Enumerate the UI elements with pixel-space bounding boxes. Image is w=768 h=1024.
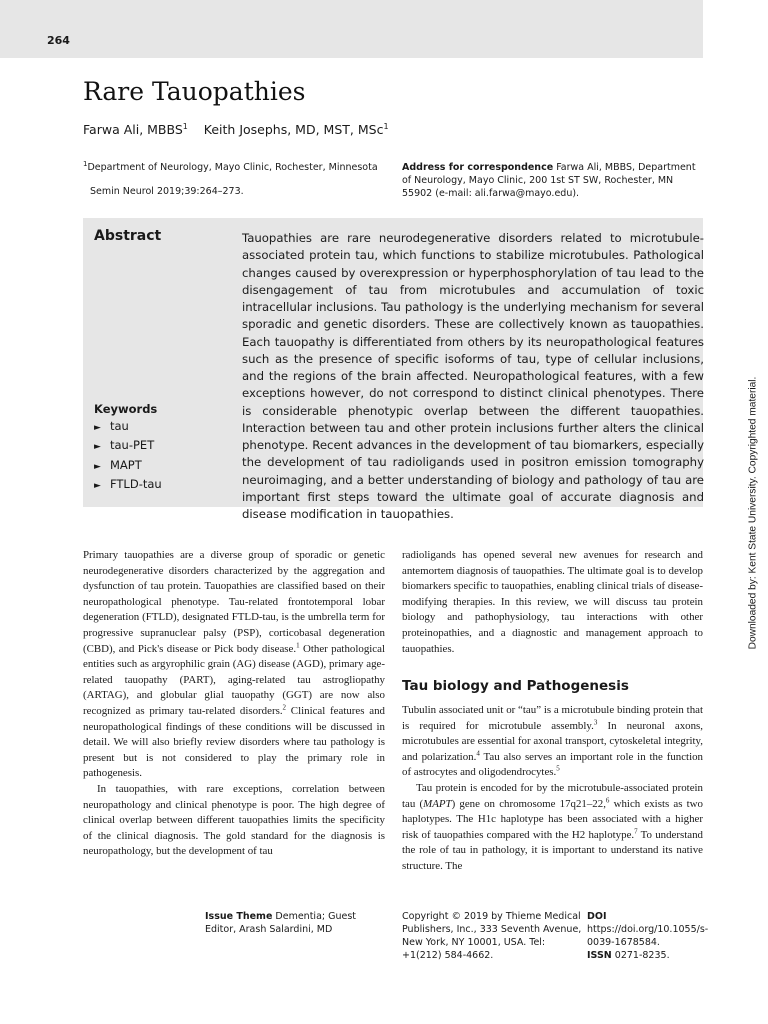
citation-mark: 2 [282, 703, 287, 712]
issue-theme-text: Dementia; Guest Editor, Arash Salardini, MD [205, 911, 357, 935]
abstract-text: Tauopathies are rare neurodegenerative disorders related to microtubule-associated protein tau, which functions to stabilize microtubules. Pathological changes caused by overexpression or hyperphosphorylation of tau lead to the disengagement of tau from microtubules and accumulation of toxic intracellular inclusions. Tau pathology is the underlying mechanism for several sporadic and genetic disorders. These are collectively known as tauopathies. Each tauopathy is differentiated from others by its neuropathological features such as the presence of specific isoforms of tau, type of cellular inclusions, and the regions of the brain affected. Neuropathological features, with a few exceptions however, do not correspond to distinct clinical phenotypes. There is considerable phenotypic overlap between the different tauopathies. Interaction between tau and other protein inclusions further alters the clinical phenotype. Recent advances in the development of tau biomarkers, especially the development of tau radioligands used in positron emission tomography neuroimaging, and a better understanding of biology and pathology of tau are important first steps toward the ultimate goal of accurate diagnosis and disease modification in tauopathies. [242, 231, 704, 521]
correspondence-text: Farwa Ali, MBBS, Department of Neurology, Mayo Clinic, 200 1st ST SW, Rochester, MN 55902 (e-mail: ali.farwa@mayo.edu). [402, 162, 696, 199]
keyword-text: MAPT [110, 457, 142, 472]
article-title: Rare Tauopathies [83, 77, 306, 106]
section-heading: Tau biology and Pathogenesis [402, 678, 629, 694]
correspondence [402, 161, 702, 200]
body-paragraph: In tauopathies, with rare exceptions, correlation between neuropathology and clinical phenotype is poor. The high degree of clinical overlap between different tauopathies limits the specificity of the clinical diagnosis. The gold standard for the diagnosis is neuropathology, but the development of tau [83, 782, 385, 858]
body-paragraph: Tau protein is encoded for by the microtubule-associated protein tau (MAPT) gene on chromosome 17q21–22,$^6$ which exists as two haplotypes. The H1c haplotype has been associated with a higher risk of tauopathies compared with the H2 haplotype.$^7$ To understand the role of tau in pathology, it is important to understand its native structure. The [402, 781, 703, 872]
keyword-text: tau-PET [110, 438, 155, 453]
author-affiliation-mark: 1 [383, 122, 389, 131]
issn-label: ISSN [587, 950, 612, 961]
doi-link[interactable]: https://doi.org/10.1055/s-0039-1678584. [587, 924, 709, 948]
keyword-item [94, 457, 162, 476]
author-affiliation-mark: 1 [182, 122, 188, 131]
affiliation [83, 158, 383, 174]
citation-mark: 3 [593, 717, 598, 726]
body-column-right-bottom [402, 703, 703, 875]
body-paragraph: Tubulin associated unit or “tau” is a microtubule binding protein that is required for microtubule assembly.$^3$ In neuronal axons, microtubules are essential for axonal transport, cytoskeletal integrity, and polarization.$^4$ Tau also serves an important role in the function of astrocytes and oligodendrocytes.$^5$ [402, 704, 703, 779]
keyword-text: FTLD-tau [110, 476, 162, 491]
correspondence-label: Address for correspondence [402, 162, 554, 173]
page-number: 264 [47, 34, 70, 47]
journal-citation: Semin Neurol 2019;39:264–273. [90, 186, 244, 197]
keyword-item [94, 437, 162, 456]
keyword-item [94, 418, 162, 437]
keywords-heading: Keywords [94, 402, 158, 416]
gene-name: MAPT [423, 797, 452, 810]
issue-theme [205, 910, 390, 936]
issn-value: 0271-8235. [614, 950, 670, 961]
copyright-notice: Copyright © 2019 by Thieme Medical Publishers, Inc., 333 Seventh Avenue, New York, NY 10001, USA. Tel: +1(212) 584-4662. [402, 911, 582, 961]
affiliation-mark: 1 [83, 160, 88, 168]
doi-issn-block [587, 910, 717, 962]
author-name: Farwa Ali, MBBS [83, 122, 183, 138]
bullet-arrow-icon: ► [94, 461, 101, 472]
keywords-list [94, 418, 162, 495]
citation-mark: 1 [296, 640, 300, 649]
bullet-arrow-icon: ► [94, 480, 101, 491]
body-column-left [83, 548, 385, 860]
keyword-text: tau [110, 419, 129, 433]
abstract-heading: Abstract [94, 228, 162, 244]
keyword-item [94, 476, 162, 495]
doi-label: DOI [587, 911, 607, 922]
body-paragraph: radioligands has opened several new avenues for research and antemortem diagnosis of tauopathies. The ultimate goal is to develop biomarkers specific to tauopathies, enabling clinical trials of disease-modifying therapies. In this review, we will discuss tau protein biology and pathophysiology, tau interactions with other proteinopathies, and a diagnostic and management approach to tauopathies. [402, 549, 703, 655]
header-band [0, 0, 703, 58]
citation-mark: 5 [556, 764, 560, 773]
citation-mark: 6 [605, 795, 610, 804]
body-paragraph: Primary tauopathies are a diverse group of sporadic or genetic neurodegenerative disorders characterized by the aggregation and dysfunction of tau protein. Tauopathies are classified based on their neuropathological phenotype. Tau-related frontotemporal lobar degeneration (FTLD), designated FTLD-tau, is the umbrella term for progressive supranuclear palsy (PSP), corticobasal degeneration (CBD), and Pick's disease or Pick body disease.$^1$ Other pathological entities such as argyrophilic grain (AG) disease (AGD), primary age-related tauopathy (PART), aging-related tau astrogliopathy (ARTAG), and globular glial tauopathy (GGT) are now also recognized as primary tau-related disorders.$^2$ Clinical features and neuropathological findings of these conditions will be discussed in detail. We will also briefly review disorders where tau pathology is present but is not considered to play the primary role in pathogenesis. [83, 549, 385, 780]
download-watermark: Downloaded by: Kent State University. Copyrighted material. [747, 376, 759, 650]
issue-theme-label: Issue Theme [205, 911, 273, 922]
bullet-arrow-icon: ► [94, 423, 101, 433]
author-list [83, 122, 389, 137]
bullet-arrow-icon: ► [94, 442, 101, 453]
citation-mark: 4 [476, 749, 480, 758]
affiliation-text: Department of Neurology, Mayo Clinic, Rochester, Minnesota [87, 162, 378, 174]
citation-mark: 7 [634, 827, 638, 836]
body-column-right-top [402, 548, 703, 657]
author-name: Keith Josephs, MD, MST, MSc [203, 122, 384, 138]
